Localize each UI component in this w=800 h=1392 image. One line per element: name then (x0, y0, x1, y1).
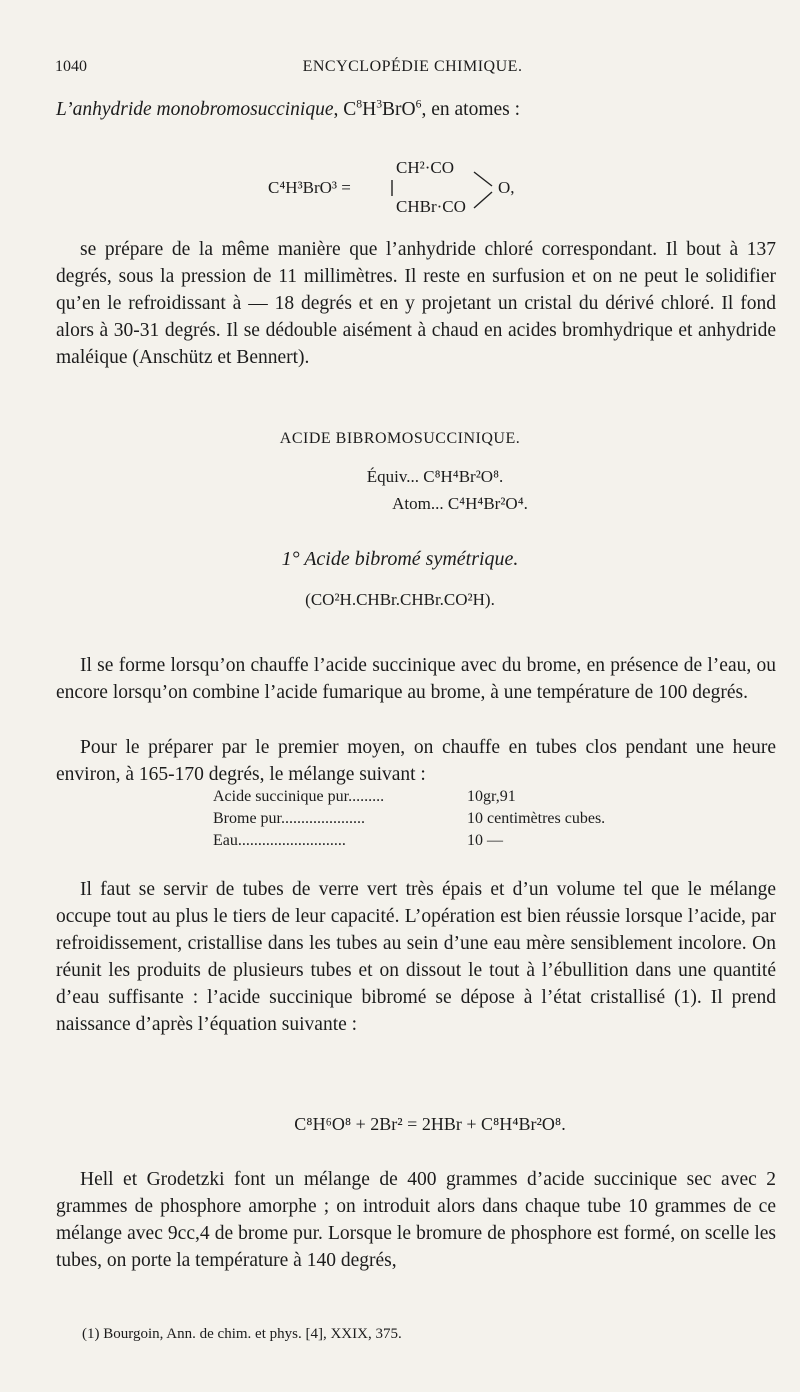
reaction-equation: C⁸H⁶O⁸ + 2Br² = 2HBr + C⁸H⁴Br²O⁸. (294, 1114, 566, 1134)
paragraph-anhydride: se prépare de la même manière que l’anhydride chloré correspondant. Il bout à 137 degrés, sous la pression de 11 millimètres. Il reste en surfusion et on ne peut le solidifier qu’en le refroidissant à — 18 degrés et en y projetant un cristal du dérivé chloré. Il fond alors à 30-31 degrés. Il se dédouble aisément à chaud en acides bromhydrique et anhydride maléique (Anschütz et Bennert). (56, 239, 776, 368)
anhydride-heading: L’anhydride monobromosuccinique, $C^8H^3BrO^6$, en atomes : (56, 97, 521, 120)
anhydride-name: L’anhydride monobromosuccinique (56, 99, 334, 120)
paragraph-procedure: Il faut se servir de tubes de verre vert très épais et d’un volume tel que le mélange occupe tout au plus le tiers de leur capacité. L’opération est bien réussie lorsque l’acide, par refroidissement, cristallise dans les tubes au sein d’une eau mère sensiblement incolore. On réunit les produits de plusieurs tubes et on dissout le tout à l’ébullition dans une quantité d’eau suffisante : l’acide succinique bibromé se dépose à l’état cristallisé (1). Il prend naissance d’après l’équation suivante : (56, 879, 776, 1035)
footnote: (1) Bourgoin, Ann. de chim. et phys. [4], XXIX, 375. (82, 1326, 402, 1342)
recipe-row: Eau........................... 10 — (213, 832, 503, 849)
equiv-formula: Équiv... C⁸H⁴Br²O⁸. (366, 467, 504, 486)
paragraph-formation: Il se forme lorsqu’on chauffe l’acide succinique avec du brome, en présence de l’eau, ou encore lorsqu’on combine l’acide fumarique au brome, à une température de 100 degrés. (56, 655, 776, 703)
recipe-row: Brome pur..................... 10 centimètres cubes. (213, 810, 606, 827)
page-header (55, 58, 770, 80)
page-number: 1040 (55, 58, 87, 75)
running-title: ENCYCLOPÉDIE CHIMIQUE. (302, 58, 523, 75)
subsection-formula: (CO²H.CHBr.CHBr.CO²H). (305, 590, 495, 609)
paragraph-hell-grodetzki: Hell et Grodetzki font un mélange de 400 grammes d’acide succinique sec avec 2 grammes de phosphore amorphe ; on introduit alors dans chaque tube 10 grammes de ce mélange avec 9cc,4 de brome pur. Lorsque le bromure de phosphore est formé, on scelle les tubes, on porte la température à 140 degrés, (56, 1169, 776, 1271)
recipe-row: Acide succinique pur......... 10gr,91 (213, 788, 516, 805)
paragraph-preparation: Pour le préparer par le premier moyen, on chauffe en tubes clos pendant une heure environ, à 165-170 degrés, le mélange suivant : (56, 737, 776, 785)
bond-lines (388, 158, 498, 218)
section-title: ACIDE BIBROMOSUCCINIQUE. (279, 430, 521, 447)
subsection-title: 1° Acide bibromé symétrique. (281, 548, 519, 570)
recipe-table (213, 786, 713, 852)
document-page: 1040 ENCYCLOPÉDIE CHIMIQUE. L’anhydride monobromosuccinique, $C^8H^3BrO^6$, en atomes : C⁴H³BrO³ = CH²·CO CHBr·CO O, se prépare de la même manière que l’anhydride chloré correspondant. Il bout à 137 degrés, sous la pression de 11 millimètres. Il reste en surfusion et on ne peut le solidifier qu’en le refroidissant à — 18 degrés et en y projetant un cristal du dérivé chloré. Il fond alors à 30-31 degrés. Il se dédouble aisément à chaud en acides bromhydrique et anhydride maléique (Anschütz et Bennert). ACIDE BIBROMOSUCCINIQUE. Équiv... C⁸H⁴Br²O⁸. Atom... C⁴H⁴Br²O⁴. 1° Acide bibromé symétrique. (CO²H.CHBr.CHBr.CO²H). Il se forme lorsqu’on chauffe l’acide succinique avec du brome, en présence de l’eau, ou encore lorsqu’on combine l’acide fumarique au brome, à une température de 100 degrés. Pour le préparer par le premier moyen, on chauffe en tubes clos pendant une heure environ, à 165-170 degrés, le mélange suivant : Acide succinique pur......... 10gr,91 Brome pur..................... 10 centimètres cubes. Eau........................... 10 — Il faut se servir de tubes de verre vert très épais et d’un volume tel que le mélange occupe tout au plus le tiers de leur capacité. L’opération est bien réussie lorsque l’acide, par refroidissement, cristallise dans les tubes au sein d’une eau mère sensiblement incolore. On réunit les produits de plusieurs tubes et on dissout le tout à l’ébullition dans une quantité d’eau suffisante : l’acide succinique bibromé se dépose à l’état cristallisé (1). Il prend naissance d’après l’équation suivante : C⁸H⁶O⁸ + 2Br² = 2HBr + C⁸H⁴Br²O⁸. Hell et Grodetzki font un mélange de 400 grammes d’acide succinique sec avec 2 grammes de phosphore amorphe ; on introduit alors dans chaque tube 10 grammes de ce mélange avec 9cc,4 de brome pur. Lorsque le bromure de phosphore est formé, on scelle les tubes, on porte la température à 140 degrés, (1) Bourgoin, Ann. de chim. et phys. [4], XXIX, 375. (0, 0, 800, 1392)
atom-formula: Atom... C⁴H⁴Br²O⁴. (392, 494, 528, 513)
